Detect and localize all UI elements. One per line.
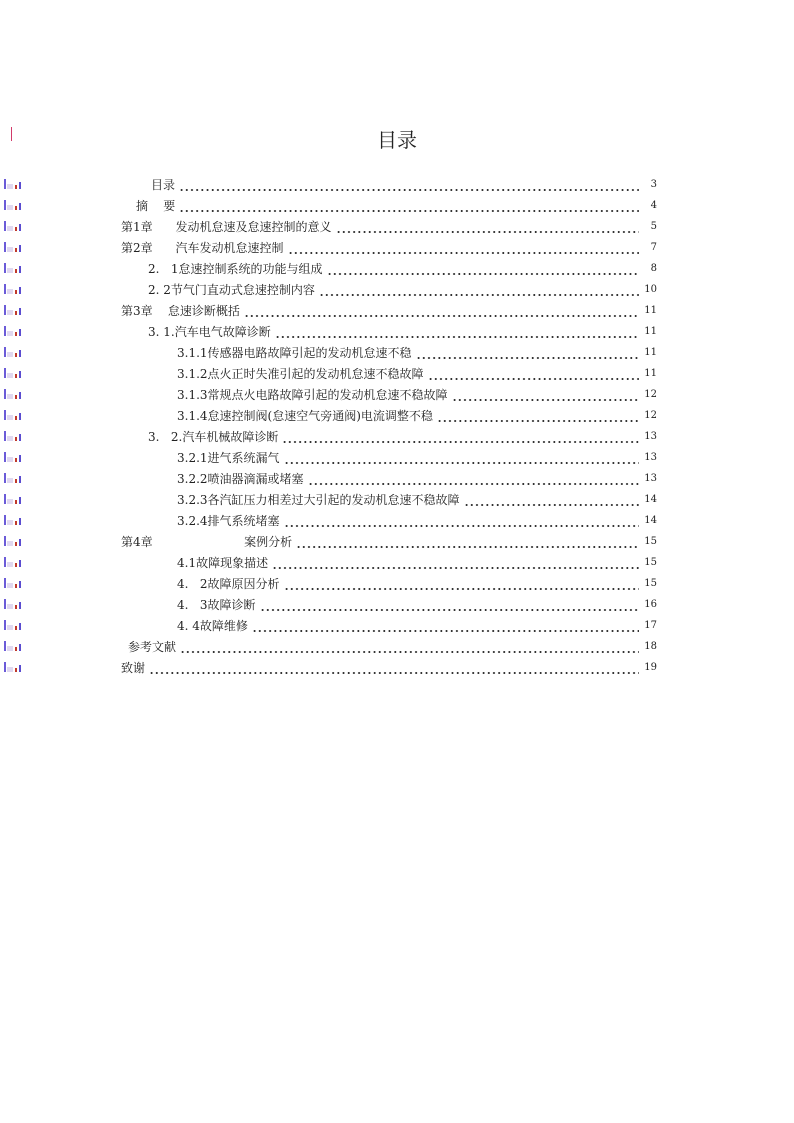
toc-entry-title: 3.2.4排气系统堵塞 [177, 514, 280, 528]
toc-entry-title: 第4章 案例分析 [121, 535, 293, 549]
toc-entry-title: 4. 4故障维修 [177, 619, 248, 633]
field-marker-icon [4, 641, 22, 652]
field-marker-icon [4, 662, 22, 673]
toc-entry-page: 11 [644, 347, 657, 358]
toc-row [0, 237, 794, 258]
toc-row [0, 447, 794, 468]
toc-entry-title: 3.1.2点火正时失准引起的发动机怠速不稳故障 [177, 367, 424, 381]
field-marker-icon [4, 473, 22, 484]
toc-entry-title: 致谢 [121, 661, 146, 675]
field-marker-icon [4, 305, 22, 316]
field-marker-icon [4, 179, 22, 190]
toc-entry[interactable] [177, 384, 657, 405]
toc-entry[interactable] [177, 552, 657, 573]
dot-leader [452, 389, 639, 401]
toc-row [0, 426, 794, 447]
dot-leader [288, 242, 639, 254]
field-marker-icon [4, 284, 22, 295]
toc-entry-page: 13 [644, 452, 657, 463]
field-marker-icon [4, 578, 22, 589]
toc-row [0, 657, 794, 678]
toc-entry[interactable] [177, 363, 657, 384]
toc-entry[interactable] [177, 342, 657, 363]
toc-entry[interactable] [128, 636, 657, 657]
field-marker-icon [4, 221, 22, 232]
toc-entry-title: 3. 2.汽车机械故障诊断 [148, 430, 279, 444]
toc-entry-page: 11 [644, 326, 657, 337]
field-marker-icon [4, 368, 22, 379]
toc-entry[interactable] [148, 321, 657, 342]
dot-leader [272, 557, 639, 569]
toc-entry-page: 15 [644, 557, 657, 568]
toc-entry-page: 14 [644, 515, 657, 526]
dot-leader [284, 452, 639, 464]
toc-entry-page: 5 [650, 221, 657, 232]
dot-leader [179, 200, 639, 212]
toc-entry-page: 8 [650, 263, 657, 274]
toc-entry[interactable] [177, 468, 657, 489]
toc-entry[interactable] [148, 258, 657, 279]
dot-leader [416, 347, 639, 359]
toc-entry-title: 4. 3故障诊断 [177, 598, 256, 612]
toc-entry[interactable] [136, 195, 657, 216]
toc-entry-title: 4.1故障现象描述 [177, 556, 269, 570]
toc-row [0, 384, 794, 405]
toc-entry-title: 第3章 怠速诊断概括 [121, 304, 240, 318]
field-marker-icon [4, 326, 22, 337]
dot-leader [179, 179, 639, 191]
toc-entry[interactable] [177, 594, 657, 615]
field-marker-icon [4, 263, 22, 274]
toc-entry-title: 摘 要 [136, 199, 176, 213]
toc-entry[interactable] [121, 657, 657, 678]
toc-row [0, 510, 794, 531]
dot-leader [308, 473, 639, 485]
dot-leader [284, 578, 639, 590]
toc-entry-page: 3 [650, 179, 657, 190]
toc-entry-page: 15 [644, 536, 657, 547]
toc-entry[interactable] [121, 237, 657, 258]
toc-entry-page: 12 [644, 410, 657, 421]
toc-entry-title: 3. 1.汽车电气故障诊断 [148, 325, 271, 339]
toc-entry-page: 12 [644, 389, 657, 400]
toc-entry-title: 参考文献 [128, 640, 177, 654]
toc-row [0, 531, 794, 552]
dot-leader [252, 620, 639, 632]
toc-entry-page: 11 [644, 305, 657, 316]
dot-leader [284, 515, 639, 527]
field-marker-icon [4, 536, 22, 547]
toc-entry-title: 第2章 汽车发动机怠速控制 [121, 241, 284, 255]
toc-entry-page: 10 [644, 284, 657, 295]
toc-row [0, 174, 794, 195]
toc-row [0, 573, 794, 594]
toc-entry-page: 13 [644, 431, 657, 442]
toc-row [0, 594, 794, 615]
toc-entry-title: 4. 2故障原因分析 [177, 577, 280, 591]
toc-entry[interactable] [177, 405, 657, 426]
toc-entry[interactable] [177, 573, 657, 594]
toc-entry[interactable] [177, 510, 657, 531]
field-marker-icon [4, 494, 22, 505]
dot-leader [437, 410, 639, 422]
field-marker-icon [4, 389, 22, 400]
toc-entry-page: 15 [644, 578, 657, 589]
toc-entry[interactable] [177, 447, 657, 468]
toc-entry[interactable] [121, 300, 657, 321]
toc-entry-page: 16 [644, 599, 657, 610]
field-marker-icon [4, 515, 22, 526]
toc-row [0, 300, 794, 321]
dot-leader [428, 368, 639, 380]
dot-leader [244, 305, 639, 317]
toc-row [0, 216, 794, 237]
field-marker-icon [4, 557, 22, 568]
toc-entry-title: 目录 [151, 178, 176, 192]
dot-leader [282, 431, 639, 443]
toc-entry[interactable] [177, 615, 657, 636]
toc-entry-title: 3.2.1进气系统漏气 [177, 451, 280, 465]
toc-entry-title: 2. 2节气门直动式怠速控制内容 [148, 283, 315, 297]
toc-row [0, 468, 794, 489]
dot-leader [296, 536, 639, 548]
field-marker-icon [4, 242, 22, 253]
toc-row [0, 258, 794, 279]
toc-entry[interactable] [121, 216, 657, 237]
toc-row [0, 489, 794, 510]
toc-row [0, 279, 794, 300]
field-marker-icon [4, 410, 22, 421]
toc-entry-title: 3.2.2喷油器滴漏或堵塞 [177, 472, 304, 486]
toc-entry-title: 3.1.4怠速控制阀(怠速空气旁通阀)电流调整不稳 [177, 409, 433, 423]
toc-row [0, 615, 794, 636]
toc-entry-page: 19 [644, 662, 657, 673]
dot-leader [464, 494, 639, 506]
dot-leader [319, 284, 639, 296]
toc-entry-title: 3.1.1传感器电路故障引起的发动机怠速不稳 [177, 346, 412, 360]
toc-entry-title: 第1章 发动机怠速及怠速控制的意义 [121, 220, 332, 234]
toc-entry[interactable] [177, 489, 657, 510]
toc-row [0, 195, 794, 216]
toc-entry-title: 2. 1怠速控制系统的功能与组成 [148, 262, 323, 276]
field-marker-icon [4, 452, 22, 463]
toc-row [0, 363, 794, 384]
toc-entry-page: 4 [650, 200, 657, 211]
toc-entry-page: 13 [644, 473, 657, 484]
toc-entry[interactable] [121, 531, 657, 552]
field-marker-icon [4, 431, 22, 442]
toc-entry-page: 11 [644, 368, 657, 379]
dot-leader [327, 263, 639, 275]
dot-leader [275, 326, 639, 338]
field-marker-icon [4, 200, 22, 211]
dot-leader [260, 599, 639, 611]
toc-entry-title: 3.1.3常规点火电路故障引起的发动机怠速不稳故障 [177, 388, 448, 402]
field-marker-icon [4, 620, 22, 631]
toc-row [0, 552, 794, 573]
toc-entry-page: 14 [644, 494, 657, 505]
toc-entry-title: 3.2.3各汽缸压力相差过大引起的发动机怠速不稳故障 [177, 493, 460, 507]
toc-row [0, 342, 794, 363]
page-title: 目录 [377, 128, 417, 152]
dot-leader [336, 221, 639, 233]
toc-entry[interactable] [148, 426, 657, 447]
toc-row [0, 405, 794, 426]
toc-row [0, 321, 794, 342]
dot-leader [149, 662, 639, 674]
field-marker-icon [4, 347, 22, 358]
toc-entry[interactable] [151, 174, 657, 195]
toc-entry-page: 18 [644, 641, 657, 652]
toc-entry[interactable] [148, 279, 657, 300]
toc-entry-page: 7 [650, 242, 657, 253]
field-marker-icon [4, 599, 22, 610]
dot-leader [180, 641, 639, 653]
toc-row [0, 636, 794, 657]
toc-entry-page: 17 [644, 620, 657, 631]
